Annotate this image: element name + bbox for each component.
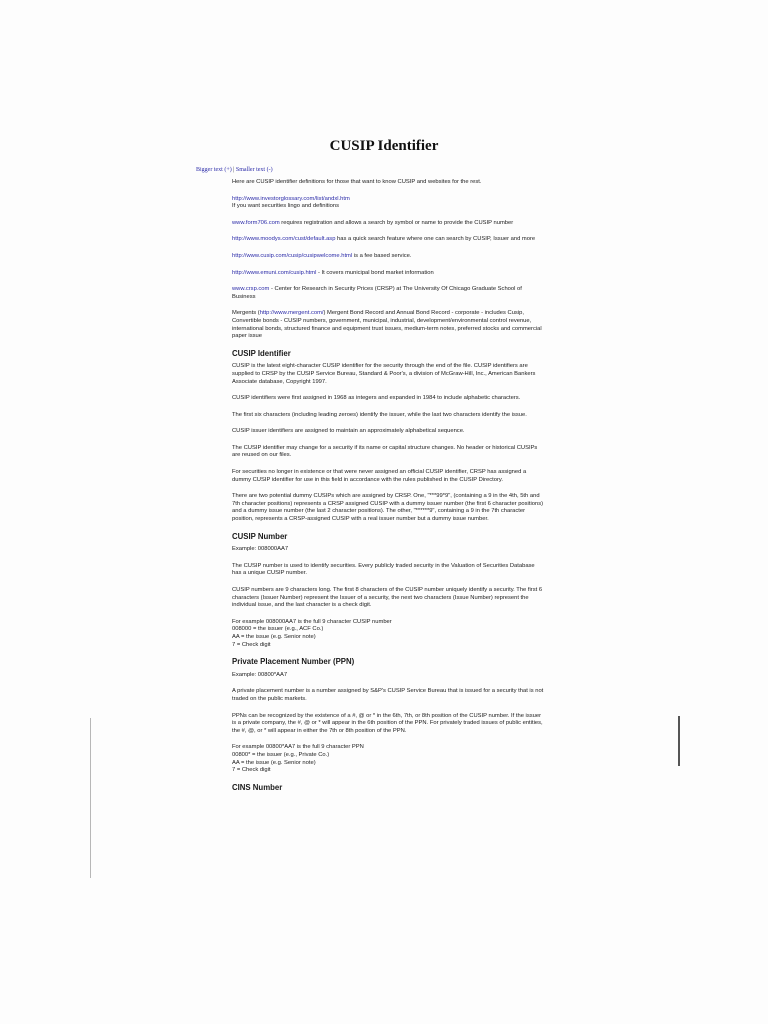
mergent-prefix: Mergents ( <box>232 310 260 317</box>
breakdown-line: AA = the issue (e.g. Senior note) <box>232 633 316 640</box>
resource-description: requires registration and allows a search by symbol or name to provide the CUSIP number <box>279 219 514 226</box>
resource-description: - Center for Research in Security Prices (CRSP) at The University Of Chicago Graduate School of Business <box>232 286 522 300</box>
section-heading-cusip-identifier: CUSIP Identifier <box>232 348 291 358</box>
page-title: CUSIP Identifier <box>329 138 439 154</box>
paragraph: For securities no longer in existence or that were never assigned an official CUSIP identifier, CRSP has assigned a dummy CUSIP identifier for use in this field in accordance with the rules published in the CUSIP Directory. <box>232 469 527 483</box>
section-heading-cins: CINS Number <box>232 782 283 792</box>
resource-item <box>232 196 544 211</box>
section-heading-cusip-number: CUSIP Number <box>232 531 288 541</box>
paragraph: CUSIP numbers are 9 characters long. The first 8 characters of the CUSIP number uniquely identify a security. The first 6 characters (Issuer Number) represent the Issuer of a security, the next two characters (Issue Number) represent the individual issue, and the last character is a check digit. <box>232 587 543 609</box>
cusip-breakdown <box>232 619 544 649</box>
paragraph: CUSIP identifiers were first assigned in 1968 as integers and expanded in 1984 to include alphabetic characters. <box>232 395 521 402</box>
breakdown-line: 008000 = the issuer (e.g., ACF Co.) <box>232 626 324 633</box>
breakdown-line: For example 008000AA7 is the full 9 character CUSIP number <box>232 618 392 625</box>
paragraph: The CUSIP identifier may change for a security if its name or capital structure changes. No header or historical CUSIPs are reused on our files. <box>232 444 538 459</box>
paragraph: The CUSIP number is used to identify securities. Every publicly traded security in the Valuation of Securities Database has a unique CUSIP number. <box>232 562 535 577</box>
breakdown-line: AA = the issue (e.g. Senior note) <box>232 759 316 766</box>
mergent-paragraph <box>232 310 544 340</box>
smaller-text-link[interactable]: Smaller text (-) <box>235 167 273 173</box>
ppn-breakdown <box>232 744 544 774</box>
paragraph: There are two potential dummy CUSIPs which are assigned by CRSP. One, "***99*9", (containing a 9 in the 4th, 5th and 7th character positions) represents a CRSP assigned CUSIP with a dummy issuer number (the first 6 character positions) and a dummy issue number (the last 2 character positions). The other, "******9", containing a 9 in the 7th character position, represents a CRSP-assigned CUSIP with a real issuer number but a dummy issue number. <box>232 493 544 523</box>
breakdown-line: 7 = Check digit <box>232 767 271 774</box>
scan-edge-line-left <box>90 718 91 878</box>
resource-item <box>232 236 544 244</box>
mergent-link[interactable]: http://www.mergent.com/ <box>259 310 324 317</box>
resource-description: If you want securities lingo and definitions <box>232 203 339 210</box>
paragraph: A private placement number is a number assigned by S&P's CUSIP Service Bureau that is issued for a security that is not traded on the public markets. <box>232 688 544 702</box>
bigger-text-link[interactable]: Bigger text (+) <box>196 167 232 173</box>
resource-item <box>232 253 544 261</box>
resource-description: - It covers municipal bond market information <box>316 269 434 276</box>
resource-description: has a quick search feature where one can search by CUSIP, Issuer and more <box>335 236 536 243</box>
resource-item <box>232 286 544 301</box>
resource-description: is a fee based service. <box>352 252 412 259</box>
resource-item <box>232 270 544 278</box>
paragraph: CUSIP is the latest eight-character CUSIP identifier for the security through the end of the file. CUSIP identifiers are supplied to CRSP by the CUSIP Service Bureau, Standard & Poor's, a division of McGraw-Hill, Inc., American Bankers Associate database, Copyright 1997. <box>232 363 536 385</box>
paragraph: PPNs can be recognized by the existence of a #, @ or * in the 6th, 7th, or 8th position of the CUSIP number. If the issuer is a private company, the #, @ or * will appear in the 6th position of the PPN. For privately traded issues of public entities, the #, @, or * will appear in either the 7th or 8th position of the PPN. <box>232 712 543 734</box>
paragraph: The first six characters (including leading zeroes) identify the issuer, while the last two characters identify the issue. <box>232 411 527 418</box>
breakdown-line: 00800* = the issuer (e.g., Private Co.) <box>232 751 330 758</box>
example-text: Example: 008000AA7 <box>232 546 289 553</box>
intro-paragraph: Here are CUSIP identifier definitions for those that want to know CUSIP and websites for the rest. <box>232 179 482 185</box>
mergent-description: ) Mergent Bond Record and Annual Bond Record - corporate - includes Cusip, Convertible bonds - CUSIP numbers, government, municipal, industrial, development/environmental control revenue, international bonds, structured finance and equipment trust issues, medium-term notes, preferred stocks and commercial paper issue <box>232 310 542 340</box>
example-text: Example: 00800*AA7 <box>232 671 288 678</box>
breakdown-line: 7 = Check digit <box>232 641 271 648</box>
resource-link[interactable]: http://www.emuni.com/cusip.html <box>232 269 317 276</box>
paragraph: CUSIP issuer identifiers are assigned to maintain an approximately alphabetical sequence. <box>232 428 465 435</box>
resource-link[interactable]: www.crsp.com <box>232 286 270 293</box>
resource-link[interactable]: http://www.moodys.com/cust/default.asp <box>232 236 336 243</box>
resource-link[interactable]: http://www.cusip.com/cusip/cusipwelcome.html <box>232 252 353 259</box>
resource-link[interactable]: www.form706.com <box>232 219 280 226</box>
section-heading-ppn: Private Placement Number (PPN) <box>232 657 355 667</box>
article-body <box>232 179 544 797</box>
scan-edge-line-right <box>678 716 680 766</box>
resource-item <box>232 220 544 228</box>
text-size-links <box>196 167 273 173</box>
resource-link[interactable]: http://www.investorglossary.com/list/andxl.htm <box>232 195 350 202</box>
link-separator: | <box>231 167 236 173</box>
breakdown-line: For example 00800*AA7 is the full 9 character PPN <box>232 744 364 751</box>
